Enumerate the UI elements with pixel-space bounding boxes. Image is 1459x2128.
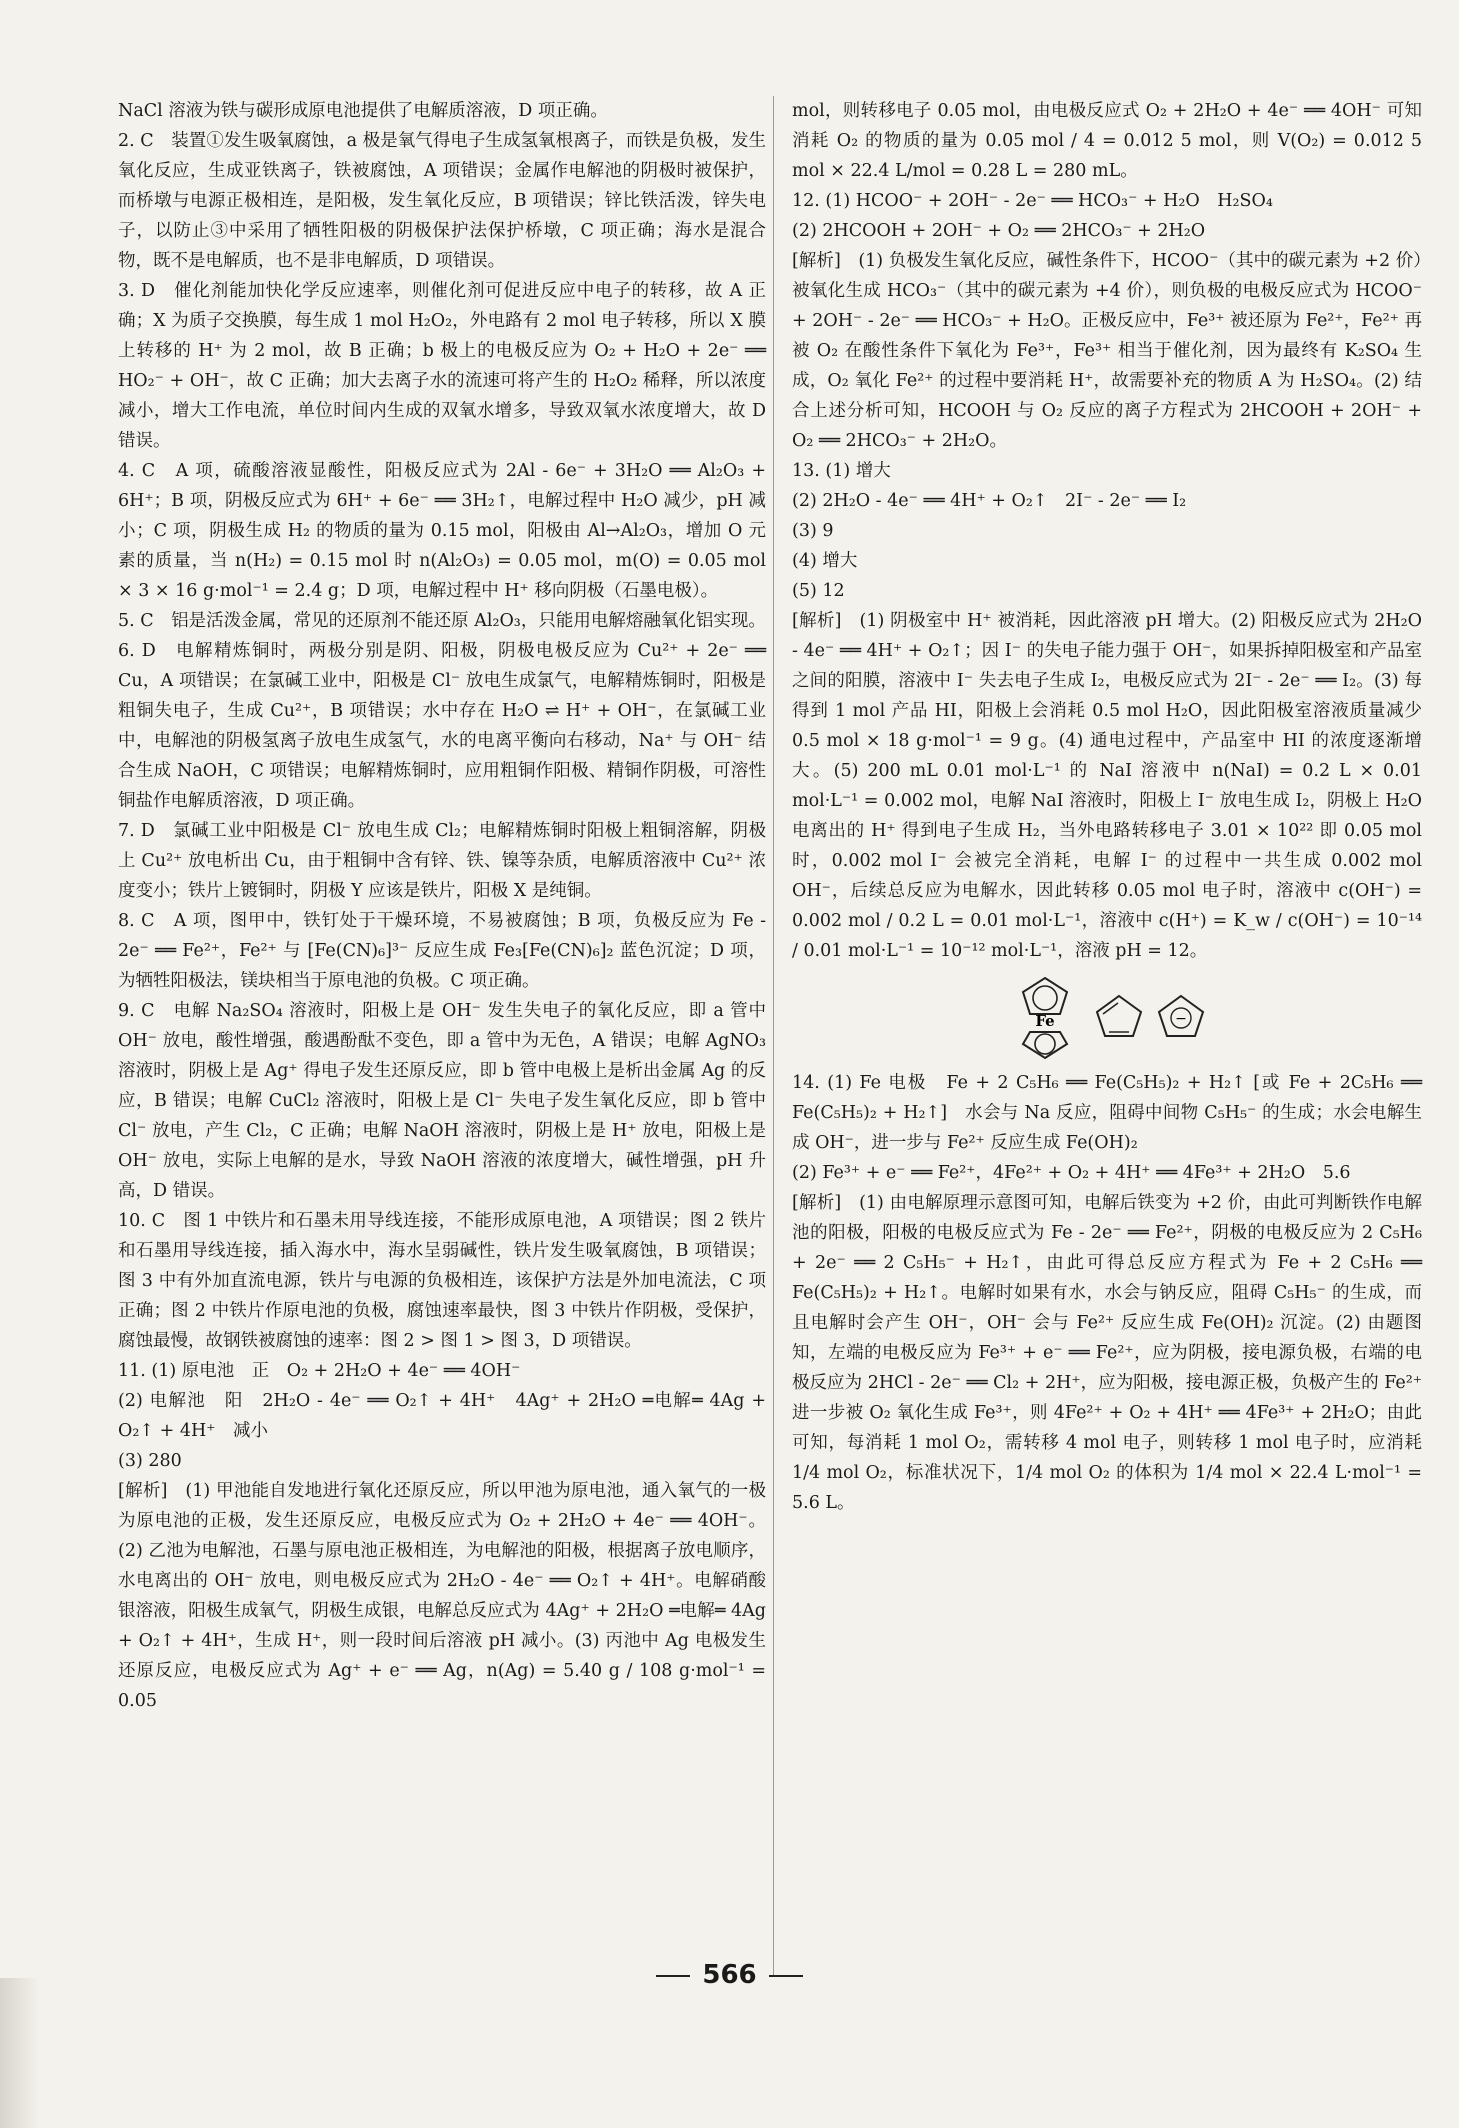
paragraph: NaCl 溶液为铁与碳形成原电池提供了电解质溶液，D 项正确。 <box>118 101 608 121</box>
column-divider <box>773 96 774 1976</box>
answer-12-part2: (2) 2HCOOH + 2OH⁻ + O₂ ══ 2HCO₃⁻ + 2H₂O <box>792 221 1206 241</box>
analysis-12: [解析] (1) 负极发生氧化反应，碱性条件下，HCOO⁻（其中的碳元素为 +2 价）被氧化生成 HCO₃⁻（其中的碳元素为 +4 价），则负极的电极反应式为 HCOO⁻ + 2OH⁻ - 2e⁻ ══ HCO₃⁻ + H₂O。正极反应中，Fe³⁺ 被还原为 Fe²⁺，Fe²⁺ 再被 O₂ 在酸性条件下氧化为 Fe³⁺，Fe³⁺ 相当于催化剂，因为最终有 K₂SO₄ 生成，O₂ 氧化 Fe²⁺ 的过程中要消耗 H⁺，故需要补充的物质 A 为 H₂SO₄。(2) 结合上述分析可知，HCOOH 与 O₂ 反应的离子方程式为 2HCOOH + 2OH⁻ + O₂ ══ 2HCO₃⁻ + 2H₂O。 <box>792 251 1422 451</box>
answer-14-part1: 14. (1) Fe 电极 Fe + 2 C₅H₆ ══ Fe(C₅H₅)₂ + H₂↑ [或 Fe + 2C₅H₆ ══ Fe(C₅H₅)₂ + H₂↑] 水会与 Na 反应，阻碍中间物 C₅H₅⁻ 的生成；水会电解生成 OH⁻，进一步与 Fe²⁺ 反应生成 Fe(OH)₂ <box>792 1073 1422 1153</box>
answer-7: 7. D 氯碱工业中阳极是 Cl⁻ 放电生成 Cl₂；电解精炼铜时阳极上粗铜溶解，阴极上 Cu²⁺ 放电析出 Cu，由于粗铜中含有锌、铁、镍等杂质，电解质溶液中 Cu²⁺ 浓度变小；铁片上镀铜时，阴极 Y 应该是铁片，阳极 X 是纯铜。 <box>118 821 766 901</box>
answer-14-part2: (2) Fe³⁺ + e⁻ ══ Fe²⁺，4Fe²⁺ + O₂ + 4H⁺ ══ 4Fe³⁺ + 2H₂O 5.6 <box>792 1163 1351 1183</box>
answer-6: 6. D 电解精炼铜时，两极分别是阴、阳极，阴极电极反应为 Cu²⁺ + 2e⁻ ══ Cu，A 项错误；在氯碱工业中，阳极是 Cl⁻ 放电生成氯气，电解精炼铜时，阳极是粗铜失电子，生成 Cu²⁺，B 项错误；水中存在 H₂O ⇌ H⁺ + OH⁻，在氯碱工业中，电解池的阴极氢离子放电生成氢气，水的电离平衡向右移动，Na⁺ 与 OH⁻ 结合生成 NaOH，C 项错误；电解精炼铜时，应用粗铜作阳极、精铜作阴极，可溶性铜盐作电解质溶液，D 项正确。 <box>118 641 766 811</box>
analysis-11-cont: mol，则转移电子 0.05 mol，由电极反应式 O₂ + 2H₂O + 4e⁻ ══ 4OH⁻ 可知消耗 O₂ 的物质的量为 0.05 mol / 4 = 0.012 5 mol，则 V(O₂) = 0.012 5 mol × 22.4 L/mol = 0.28 L = 280 mL。 <box>792 101 1422 181</box>
page-number <box>0 1960 1459 1990</box>
answer-11-part1: 11. (1) 原电池 正 O₂ + 2H₂O + 4e⁻ ══ 4OH⁻ <box>118 1361 521 1381</box>
answer-11-part2: (2) 电解池 阳 2H₂O - 4e⁻ ══ O₂↑ + 4H⁺ 4Ag⁺ + 2H₂O ═电解═ 4Ag + O₂↑ + 4H⁺ 减小 <box>118 1391 766 1441</box>
cyclopentadiene-icon <box>1091 992 1147 1042</box>
answer-3: 3. D 催化剂能加快化学反应速率，则催化剂可促进反应中电子的转移，故 A 正确；X 为质子交换膜，每生成 1 mol H₂O₂，外电路有 2 mol 电子转移，所以 X 膜上转移的 H⁺ 为 2 mol，故 B 正确；b 极上的电极反应为 O₂ + H₂O + 2e⁻ ══ HO₂⁻ + OH⁻，故 C 正确；加大去离子水的流速可将产生的 H₂O₂ 稀释，所以浓度减小，增大工作电流，单位时间内生成的双氧水增多，导致双氧水浓度增大，故 D 错误。 <box>118 281 766 451</box>
answer-4: 4. C A 项，硫酸溶液显酸性，阳极反应式为 2Al - 6e⁻ + 3H₂O ══ Al₂O₃ + 6H⁺；B 项，阴极反应式为 6H⁺ + 6e⁻ ══ 3H₂↑，电解过程中 H₂O 减少，pH 减小；C 项，阴极生成 H₂ 的物质的量为 0.15 mol，阳极由 Al→Al₂O₃，增加 O 元素的质量，当 n(H₂) = 0.15 mol 时 n(Al₂O₃) = 0.05 mol，m(O) = 0.05 mol × 3 × 16 g·mol⁻¹ = 2.4 g；D 项，电解过程中 H⁺ 移向阴极（石墨电极）。 <box>118 461 766 601</box>
answer-2: 2. C 装置①发生吸氧腐蚀，a 极是氧气得电子生成氢氧根离子，而铁是负极，发生氧化反应，生成亚铁离子，铁被腐蚀，A 项错误；金属作电解池的阴极时被保护，而桥墩与电源正极相连，是阳极，发生氧化反应，B 项错误；锌比铁活泼，锌失电子，以防止③中采用了牺牲阳极的阴极保护法保护桥墩，C 项正确；海水是混合物，既不是电解质，也不是非电解质，D 项错误。 <box>118 131 766 271</box>
page-number-dash-right <box>769 1975 803 1977</box>
answer-13-part2: (2) 2H₂O - 4e⁻ ══ 4H⁺ + O₂↑ 2I⁻ - 2e⁻ ══ I₂ <box>792 491 1187 511</box>
answer-10: 10. C 图 1 中铁片和石墨未用导线连接，不能形成原电池，A 项错误；图 2 铁片和石墨用导线连接，插入海水中，海水呈弱碱性，铁片发生吸氧腐蚀，B 项错误；图 3 中有外加直流电源，铁片与电源的负极相连，该保护方法是外加电流法，C 项正确；图 2 中铁片作原电池的负极，腐蚀速率最快，图 3 中铁片作阴极，受保护，腐蚀最慢，故钢铁被腐蚀的速率：图 2 > 图 1 > 图 3，D 项错误。 <box>118 1211 766 1351</box>
answer-9: 9. C 电解 Na₂SO₄ 溶液时，阳极上是 OH⁻ 发生失电子的氧化反应，即 a 管中 OH⁻ 放电，酸性增强，酸遇酚酞不变色，即 a 管中为无色，A 错误；电解 AgNO₃ 溶液时，阴极上是 Ag⁺ 得电子发生还原反应，即 b 管中电极上是析出金属 Ag 的反应，B 错误；电解 CuCl₂ 溶液时，阳极上是 Cl⁻ 失电子发生氧化反应，即 b 管中 Cl⁻ 放电，产生 Cl₂，C 正确；电解 NaOH 溶液时，阴极上是 H⁺ 放电，阳极上是 OH⁻ 放电，实际上电解的是水，导致 NaOH 溶液的浓度增大，碱性增强，pH 升高，D 错误。 <box>118 1001 766 1201</box>
answer-12-part1: 12. (1) HCOO⁻ + 2OH⁻ - 2e⁻ ══ HCO₃⁻ + H₂O H₂SO₄ <box>792 191 1273 211</box>
answer-8: 8. C A 项，图甲中，铁钉处于干燥环境，不易被腐蚀；B 项，负极反应为 Fe - 2e⁻ ══ Fe²⁺，Fe²⁺ 与 [Fe(CN)₆]³⁻ 反应生成 Fe₃[Fe(CN)₆]₂ 蓝色沉淀；D 项，为牺牲阳极法，镁块相当于原电池的负极。C 项正确。 <box>118 911 766 991</box>
svg-text:−: − <box>1174 1011 1187 1027</box>
page-number-dash-left <box>656 1975 690 1977</box>
page-edge-shadow <box>0 1978 40 2128</box>
right-column <box>792 96 1422 1518</box>
left-column <box>118 96 766 1716</box>
analysis-13: [解析] (1) 阴极室中 H⁺ 被消耗，因此溶液 pH 增大。(2) 阳极反应式为 2H₂O - 4e⁻ ══ 4H⁺ + O₂↑；因 I⁻ 的失电子能力强于 OH⁻，如果拆掉阳极室和产品室之间的阳膜，溶液中 I⁻ 失去电子生成 I₂，电极反应式为 2I⁻ - 2e⁻ ══ I₂。(3) 每得到 1 mol 产品 HI，阳极上会消耗 0.5 mol H₂O，因此阳极室溶液质量减少 0.5 mol × 18 g·mol⁻¹ = 9 g。(4) 通电过程中，产品室中 HI 的浓度逐渐增大。(5) 200 mL 0.01 mol·L⁻¹ 的 NaI 溶液中 n(NaI) = 0.2 L × 0.01 mol·L⁻¹ = 0.002 mol，电解 NaI 溶液时，阳极上 I⁻ 放电生成 I₂，阴极上 H₂O 电离出的 H⁺ 得到电子生成 H₂，当外电路转移电子 3.01 × 10²² 即 0.05 mol 时，0.002 mol I⁻ 会被完全消耗，电解 I⁻ 的过程中一共生成 0.002 mol OH⁻，后续总反应为电解水，因此转移 0.05 mol 电子时，溶液中 c(OH⁻) = 0.002 mol / 0.2 L = 0.01 mol·L⁻¹，溶液中 c(H⁺) = K_w / c(OH⁻) = 10⁻¹⁴ / 0.01 mol·L⁻¹ = 10⁻¹² mol·L⁻¹，溶液 pH = 12。 <box>792 611 1422 961</box>
answer-13-part3: (3) 9 <box>792 521 834 541</box>
cyclopentadienyl-anion-icon <box>1153 992 1209 1042</box>
answer-13-part4: (4) 增大 <box>792 551 858 571</box>
svg-text:Fe: Fe <box>1035 1012 1056 1030</box>
answer-13-part5: (5) 12 <box>792 581 845 601</box>
answer-11-part3: (3) 280 <box>118 1451 182 1471</box>
answer-13-part1: 13. (1) 增大 <box>792 461 891 481</box>
analysis-11: [解析] (1) 甲池能自发地进行氧化还原反应，所以甲池为原电池，通入氧气的一极为原电池的正极，发生还原反应，电极反应式为 O₂ + 2H₂O + 4e⁻ ══ 4OH⁻。(2) 乙池为电解池，石墨与原电池正极相连，为电解池的阳极，根据离子放电顺序，水电离出的 OH⁻ 放电，则电极反应式为 2H₂O - 4e⁻ ══ O₂↑ + 4H⁺。电解硝酸银溶液，阳极生成氧气，阴极生成银，电解总反应式为 4Ag⁺ + 2H₂O ═电解═ 4Ag + O₂↑ + 4H⁺，生成 H⁺，则一段时间后溶液 pH 减小。(3) 丙池中 Ag 电极发生还原反应，电极反应式为 Ag⁺ + e⁻ ══ Ag，n(Ag) = 5.40 g / 108 g·mol⁻¹ = 0.05 <box>118 1481 766 1711</box>
analysis-14: [解析] (1) 由电解原理示意图可知，电解后铁变为 +2 价，由此可判断铁作电解池的阳极，阳极的电极反应式为 Fe - 2e⁻ ══ Fe²⁺，阴极的电极反应为 2 C₅H₆ + 2e⁻ ══ 2 C₅H₅⁻ + H₂↑，由此可得总反应方程式为 Fe + 2 C₅H₆ ══ Fe(C₅H₅)₂ + H₂↑。电解时如果有水，水会与钠反应，阻碍 C₅H₅⁻ 的生成，而且电解时会产生 OH⁻，OH⁻ 会与 Fe²⁺ 反应生成 Fe(OH)₂ 沉淀。(2) 由题图知，左端的电极反应为 Fe³⁺ + e⁻ ══ Fe²⁺，应为阴极，接电源负极，右端的电极反应为 2HCl - 2e⁻ ══ Cl₂ + 2H⁺，应为阳极，接电源正极，负极产生的 Fe²⁺ 进一步被 O₂ 氧化生成 Fe³⁺，则 4Fe²⁺ + O₂ + 4H⁺ ══ 4Fe³⁺ + 2H₂O；由此可知，每消耗 1 mol O₂，需转移 4 mol 电子，则转移 1 mol 电子时，应消耗 1/4 mol O₂，标准状况下，1/4 mol O₂ 的体积为 1/4 mol × 22.4 L·mol⁻¹ = 5.6 L。 <box>792 1193 1422 1513</box>
page-number-text: 566 <box>702 1960 757 1990</box>
ferrocene-icon <box>1005 972 1085 1062</box>
answer-5: 5. C 铝是活泼金属，常见的还原剂不能还原 Al₂O₃，只能用电解熔融氧化铝实现。 <box>118 611 766 631</box>
ferrocene-structure <box>792 972 1422 1062</box>
